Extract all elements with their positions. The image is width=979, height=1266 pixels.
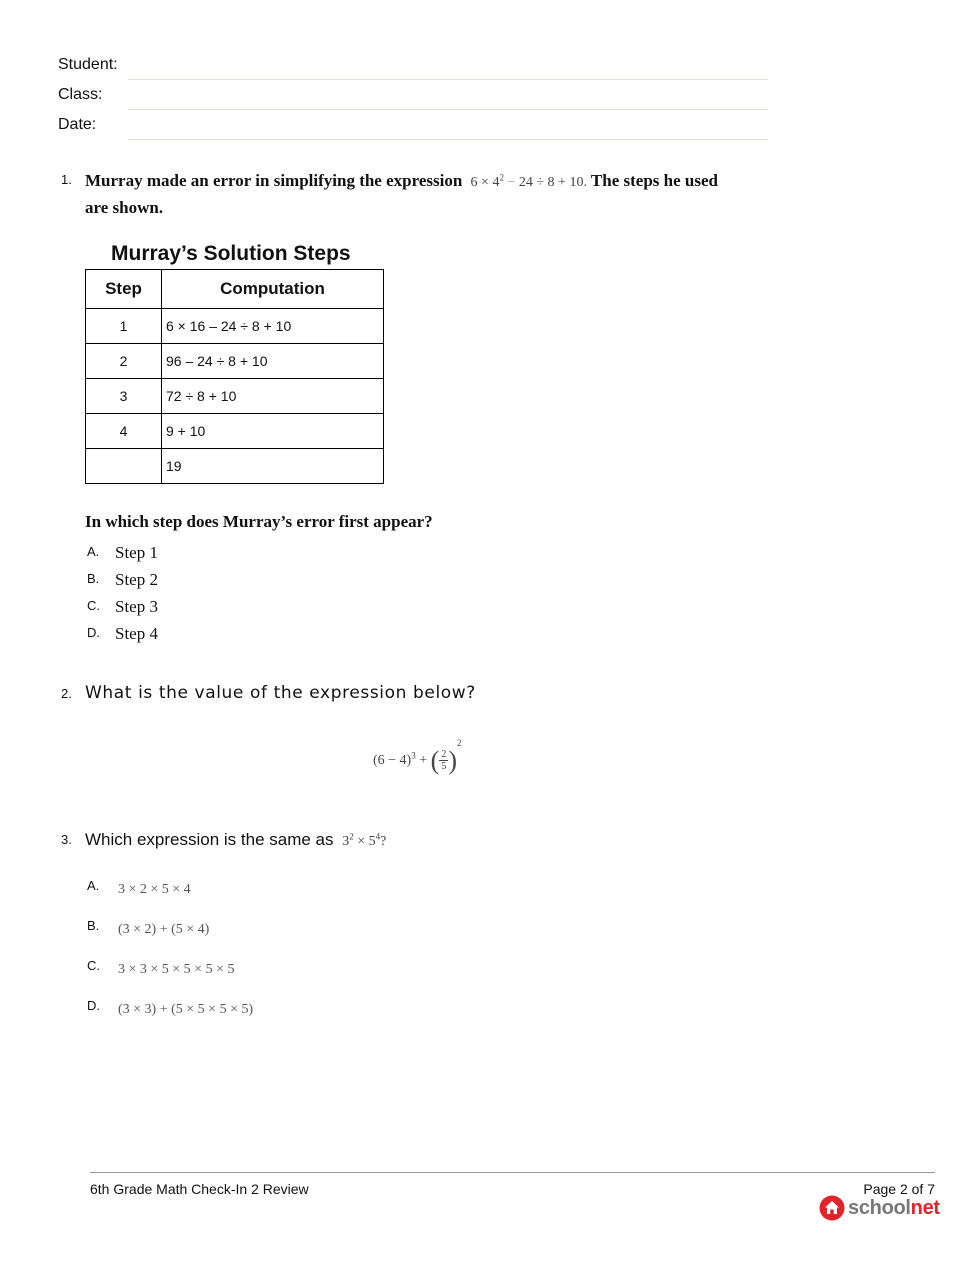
class-field-line[interactable] bbox=[128, 109, 768, 110]
table-row bbox=[86, 309, 384, 344]
q1-option-c-text[interactable]: Step 3 bbox=[115, 597, 158, 616]
q3-option-b-text[interactable]: (3 × 2) + (5 × 4) bbox=[118, 922, 210, 937]
table-row bbox=[86, 344, 384, 379]
column-header-computation: Computation bbox=[162, 270, 384, 309]
computation-cell: 72 ÷ 8 + 10 bbox=[162, 379, 384, 414]
step-cell: 1 bbox=[86, 309, 162, 344]
schoolnet-logo bbox=[819, 1195, 940, 1221]
table-title: Murray’s Solution Steps bbox=[111, 242, 351, 265]
question-3-text: Which expression is the same as bbox=[85, 830, 334, 849]
q3-option-b-letter[interactable]: B. bbox=[87, 918, 100, 933]
table-row bbox=[86, 449, 384, 484]
question-2-number: 2. bbox=[61, 686, 72, 701]
computation-cell: 96 – 24 ÷ 8 + 10 bbox=[162, 344, 384, 379]
question-2-expression: $(6 - 4)^3$ + ( $\frac{2}{5}$ )$^2$ bbox=[373, 738, 462, 775]
q1-option-c-letter[interactable]: C. bbox=[87, 598, 100, 613]
computation-cell: 19 bbox=[162, 449, 384, 484]
q1-option-b-text[interactable]: Step 2 bbox=[115, 570, 158, 589]
q1-option-d-text[interactable]: Step 4 bbox=[115, 624, 158, 643]
step-cell: 3 bbox=[86, 379, 162, 414]
q3-option-d-letter[interactable]: D. bbox=[87, 998, 100, 1013]
table-header-row bbox=[86, 270, 384, 309]
question-2-text: What is the value of the expression below? bbox=[85, 683, 476, 703]
class-label: Class: bbox=[58, 86, 103, 103]
computation-cell: 9 + 10 bbox=[162, 414, 384, 449]
table-row bbox=[86, 414, 384, 449]
q3-option-c-text[interactable]: 3 × 3 × 5 × 5 × 5 × 5 bbox=[118, 962, 235, 977]
question-3-prompt bbox=[85, 830, 386, 850]
logo-text-net: net bbox=[910, 1196, 940, 1219]
q1-option-a-letter[interactable]: A. bbox=[87, 544, 100, 559]
q3-option-d-text[interactable]: (3 × 3) + (5 × 5 × 5 × 5) bbox=[118, 1002, 254, 1017]
schoolnet-house-icon bbox=[819, 1195, 845, 1221]
q1-option-b-letter[interactable]: B. bbox=[87, 571, 100, 586]
schoolnet-logo-text bbox=[848, 1197, 940, 1220]
table-row bbox=[86, 379, 384, 414]
logo-text-school: school bbox=[848, 1196, 911, 1219]
footer-page-number: Page 2 of 7 bbox=[863, 1181, 935, 1197]
step-cell: 2 bbox=[86, 344, 162, 379]
question-1-expression: $6 \times 4^2 - 24 \div 8 + 10$. bbox=[470, 172, 587, 190]
q3-option-c-letter[interactable]: C. bbox=[87, 958, 100, 973]
q1-option-a-text[interactable]: Step 1 bbox=[115, 543, 158, 562]
date-field-line[interactable] bbox=[128, 139, 768, 140]
question-1-prompt bbox=[85, 171, 718, 191]
question-3-expression: $3^2 \times 5^4$? bbox=[342, 831, 387, 849]
question-1-text-before: Murray made an error in simplifying the expression bbox=[85, 171, 463, 190]
step-cell: 4 bbox=[86, 414, 162, 449]
q3-option-a-text[interactable]: 3 × 2 × 5 × 4 bbox=[118, 882, 191, 897]
solution-steps-table bbox=[85, 269, 384, 484]
date-label: Date: bbox=[58, 116, 97, 133]
computation-cell: 6 × 16 – 24 ÷ 8 + 10 bbox=[162, 309, 384, 344]
footer-title: 6th Grade Math Check-In 2 Review bbox=[90, 1181, 309, 1197]
question-1-number: 1. bbox=[61, 172, 72, 187]
student-field-line[interactable] bbox=[128, 79, 768, 80]
question-1-text-after: The steps he used bbox=[590, 171, 718, 190]
student-label: Student: bbox=[58, 56, 118, 73]
step-cell bbox=[86, 449, 162, 484]
column-header-step: Step bbox=[86, 270, 162, 309]
question-3-number: 3. bbox=[61, 832, 72, 847]
q1-option-d-letter[interactable]: D. bbox=[87, 625, 100, 640]
question-1-ask: In which step does Murray’s error first appear? bbox=[85, 512, 433, 531]
q3-option-a-letter[interactable]: A. bbox=[87, 878, 100, 893]
question-1-text-line2: are shown. bbox=[85, 198, 164, 217]
footer-divider bbox=[90, 1172, 935, 1173]
